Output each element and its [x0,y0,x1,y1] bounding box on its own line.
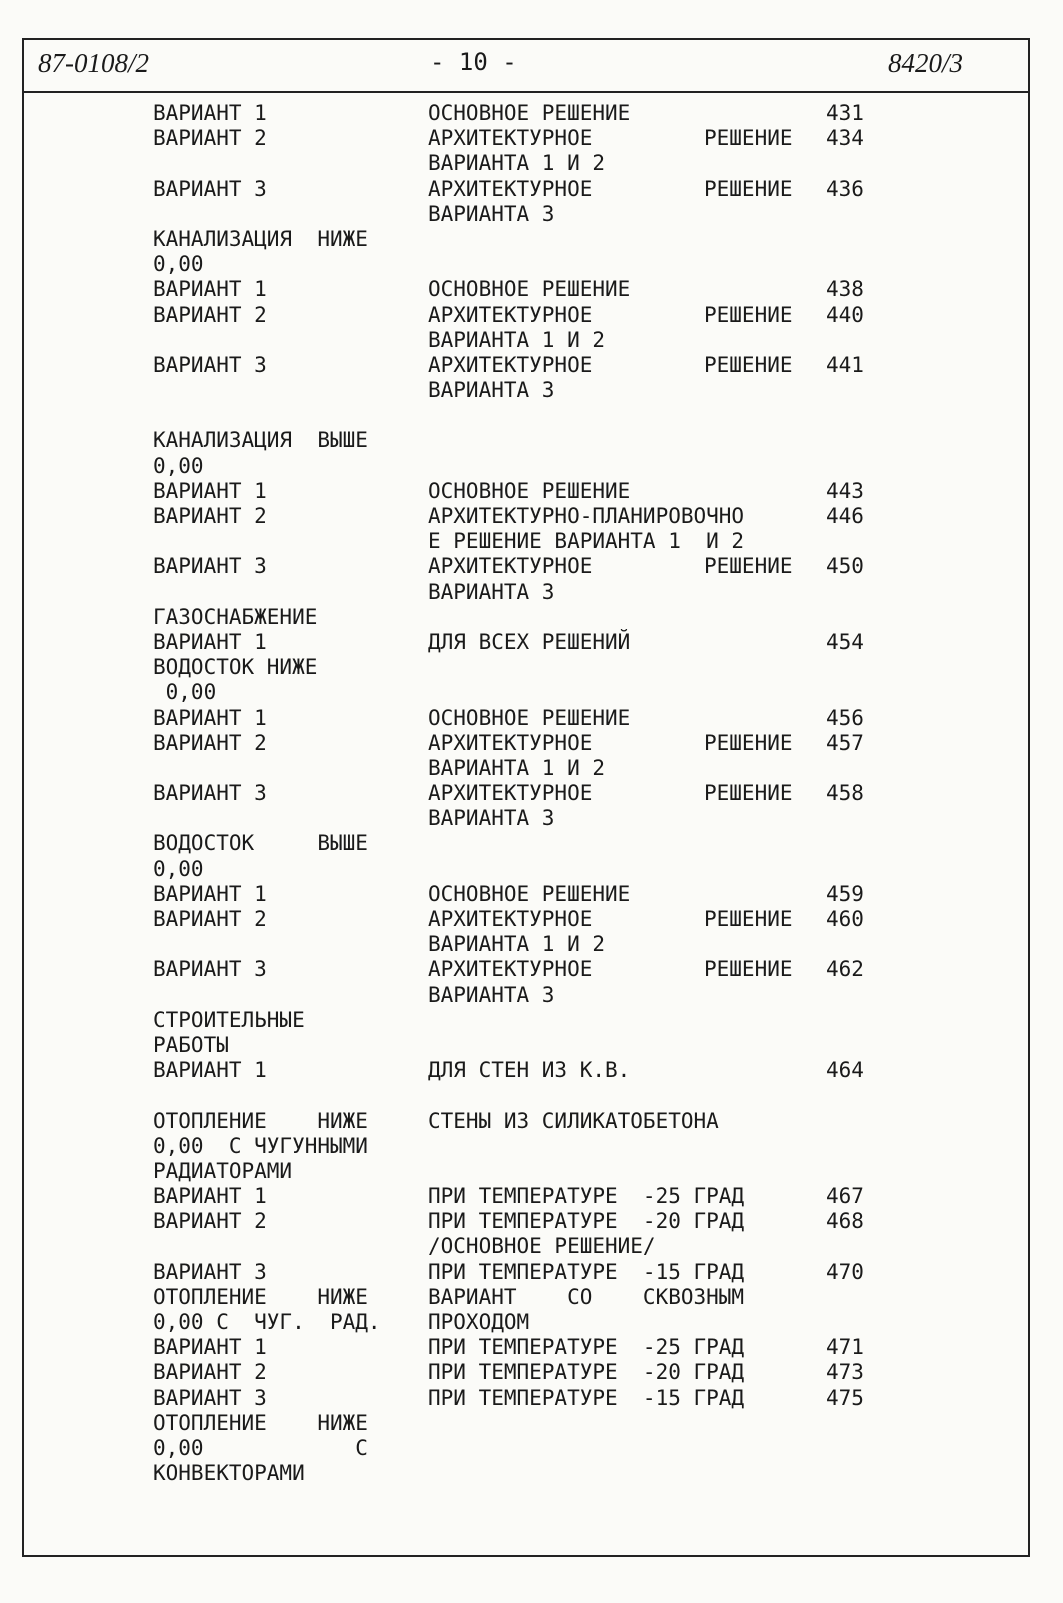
table-row [0,781,1063,806]
description: ОСНОВНОЕ РЕШЕНИЕ [428,101,631,125]
table-row [0,1360,1063,1385]
section-label: РАДИАТОРАМИ [153,1158,293,1183]
page-ref: 470 [826,1259,864,1284]
section-label: 0,00 С ЧУГУННЫМИ [153,1133,368,1158]
description: ДЛЯ ВСЕХ РЕШЕНИЙ [428,629,631,654]
description: ВАРИАНТА 3 [428,378,555,403]
description: ВАРИАНТ СО СКВОЗНЫМ [428,1284,745,1309]
description: ВАРИАНТА 3 [428,579,555,604]
page-ref: 431 [826,101,864,125]
table-row [0,479,1063,504]
section-label: ВАРИАНТ 2 [153,730,267,755]
table-row [0,1134,1063,1159]
table-row [0,1159,1063,1184]
table-row [0,1058,1063,1083]
table-row [0,806,1063,831]
page-ref: 458 [826,781,864,806]
archive-number: 8420/3 [888,48,964,78]
description: ОСНОВНОЕ РЕШЕНИЕ [428,705,631,730]
section-label: ГАЗОСНАБЖЕНИЕ [153,604,318,629]
description: АРХИТЕКТУРНОЕ [428,730,593,755]
description: ВАРИАНТА 1 И 2 [428,151,606,176]
header-divider [22,91,1030,93]
table-row [0,529,1063,554]
section-label: ВАРИАНТ 2 [153,1209,267,1234]
section-label: КАНАЛИЗАЦИЯ ВЫШЕ [153,428,368,453]
table-row [0,1008,1063,1033]
table-row [0,277,1063,302]
description-cont: РЕШЕНИЕ [704,126,793,151]
description: АРХИТЕКТУРНОЕ [428,176,593,201]
description-cont: РЕШЕНИЕ [704,957,793,982]
table-row [0,126,1063,151]
description: АРХИТЕКТУРНО-ПЛАНИРОВОЧНО [428,504,745,528]
description: ПРИ ТЕМПЕРАТУРЕ -15 ГРАД [428,1259,745,1284]
table-row [0,1209,1063,1234]
section-label: ВАРИАНТ 3 [153,1385,267,1410]
section-label: ВАРИАНТ 1 [153,881,267,906]
page-ref: 456 [826,705,864,730]
table-row [0,227,1063,252]
description: ОСНОВНОЕ РЕШЕНИЕ [428,881,631,906]
section-label: ОТОПЛЕНИЕ НИЖЕ [153,1410,368,1435]
table-row [0,983,1063,1008]
table-row [0,1436,1063,1461]
document-body [0,101,1063,1486]
description-cont: РЕШЕНИЕ [704,554,793,579]
description: ВАРИАНТА 3 [428,806,555,831]
description-cont: РЕШЕНИЕ [704,176,793,201]
description: ВАРИАНТА 3 [428,982,555,1007]
section-label: 0,00 [153,252,204,277]
table-row [0,1335,1063,1360]
section-label: ВАРИАНТ 1 [153,478,267,503]
page-ref: 464 [826,1058,864,1083]
description: ПРИ ТЕМПЕРАТУРЕ -25 ГРАД [428,1335,745,1360]
table-row [0,932,1063,957]
section-label: КАНАЛИЗАЦИЯ НИЖЕ [153,226,368,251]
description: ОСНОВНОЕ РЕШЕНИЕ [428,277,631,302]
page-ref: 441 [826,352,864,377]
table-row [0,731,1063,756]
description: ПРИ ТЕМПЕРАТУРЕ -20 ГРАД [428,1360,745,1385]
section-label: ВАРИАНТ 3 [153,781,267,806]
page-ref: 473 [826,1360,864,1385]
table-row [0,454,1063,479]
section-label: ВАРИАНТ 1 [153,629,267,654]
page-ref: 471 [826,1335,864,1360]
section-label: ВАРИАНТ 1 [153,705,267,730]
section-label: 0,00 [153,856,204,881]
page-ref: 443 [826,478,864,503]
section-label: ОТОПЛЕНИЕ НИЖЕ [153,1284,368,1309]
table-row [0,680,1063,705]
table-row [0,101,1063,126]
table-row [0,655,1063,680]
page-ref: 434 [826,126,864,151]
description: СТЕНЫ ИЗ СИЛИКАТОБЕТОНА [428,1108,719,1133]
section-label: ВАРИАНТ 3 [153,176,267,201]
table-row [0,1285,1063,1310]
section-label: ВАРИАНТ 1 [153,1335,267,1360]
table-row [0,907,1063,932]
section-label: ВОДОСТОК НИЖЕ [153,655,318,680]
table-row [0,1109,1063,1134]
description-cont: РЕШЕНИЕ [704,907,793,931]
section-label: ВАРИАНТ 3 [153,352,267,377]
table-row [0,554,1063,579]
table-row [0,1411,1063,1436]
page-number: - 10 - [430,48,517,76]
section-label: 0,00 С [153,1435,368,1460]
description: ПРИ ТЕМПЕРАТУРЕ -15 ГРАД [428,1385,745,1410]
document-code: 87-0108/2 [38,48,149,78]
page-ref: 475 [826,1385,864,1410]
description: АРХИТЕКТУРНОЕ [428,957,593,982]
table-row [0,605,1063,630]
table-row [0,151,1063,176]
description: ВАРИАНТА 3 [428,201,555,226]
description: ДЛЯ СТЕН ИЗ К.В. [428,1058,631,1083]
table-row [0,756,1063,781]
section-label: ВАРИАНТ 2 [153,1360,267,1385]
table-row [0,378,1063,403]
description: АРХИТЕКТУРНОЕ [428,126,593,151]
page-ref: 450 [826,554,864,579]
page-ref: 440 [826,302,864,327]
description: ВАРИАНТА 1 И 2 [428,327,606,352]
table-row [0,1386,1063,1411]
section-label: ВАРИАНТ 1 [153,101,267,125]
description: ОСНОВНОЕ РЕШЕНИЕ [428,478,631,503]
page-ref: 454 [826,629,864,654]
section-label: СТРОИТЕЛЬНЫЕ [153,1007,305,1032]
table-row [0,202,1063,227]
description-cont: РЕШЕНИЕ [704,352,793,377]
section-label: 0,00 [153,453,204,478]
description-cont: РЕШЕНИЕ [704,302,793,327]
table-row [0,1461,1063,1486]
table-row [0,1033,1063,1058]
section-label: ВАРИАНТ 2 [153,126,267,151]
description: АРХИТЕКТУРНОЕ [428,554,593,579]
section-label: ВАРИАНТ 1 [153,277,267,302]
page-ref: 468 [826,1209,864,1234]
table-row [0,1234,1063,1259]
page-ref: 446 [826,504,864,528]
section-label: КОНВЕКТОРАМИ [153,1461,305,1486]
section-label: 0,00 С ЧУГ. РАД. [153,1310,381,1334]
description: АРХИТЕКТУРНОЕ [428,302,593,327]
section-label: ВАРИАНТ 3 [153,957,267,982]
description-cont: РЕШЕНИЕ [704,730,793,755]
table-row [0,353,1063,378]
description: Е РЕШЕНИЕ ВАРИАНТА 1 И 2 [428,529,745,554]
section-label: ВАРИАНТ 2 [153,504,267,528]
table-row [0,630,1063,655]
table-row [0,957,1063,982]
table-row [0,428,1063,453]
blank-line [0,1083,1063,1108]
description: АРХИТЕКТУРНОЕ [428,352,593,377]
description: ВАРИАНТА 1 И 2 [428,932,606,957]
table-row [0,177,1063,202]
table-row [0,580,1063,605]
description: ВАРИАНТА 1 И 2 [428,755,606,780]
description: ПРОХОДОМ [428,1310,530,1334]
table-row [0,857,1063,882]
section-label: ВАРИАНТ 2 [153,907,267,931]
table-row [0,303,1063,328]
section-label: ВАРИАНТ 1 [153,1058,267,1083]
table-row [0,831,1063,856]
table-row [0,504,1063,529]
page-ref: 467 [826,1184,864,1209]
page-ref: 460 [826,907,864,931]
description: АРХИТЕКТУРНОЕ [428,907,593,931]
blank-line [0,403,1063,428]
table-row [0,252,1063,277]
section-label: ОТОПЛЕНИЕ НИЖЕ [153,1108,368,1133]
table-row [0,1310,1063,1335]
section-label: ВАРИАНТ 1 [153,1184,267,1209]
description: ПРИ ТЕМПЕРАТУРЕ -20 ГРАД [428,1209,745,1234]
section-label: ВОДОСТОК ВЫШЕ [153,831,368,856]
description: АРХИТЕКТУРНОЕ [428,781,593,806]
table-row [0,1184,1063,1209]
description: ПРИ ТЕМПЕРАТУРЕ -25 ГРАД [428,1184,745,1209]
description-cont: РЕШЕНИЕ [704,781,793,806]
page-ref: 436 [826,176,864,201]
table-row [0,328,1063,353]
page-ref: 459 [826,881,864,906]
table-row [0,1260,1063,1285]
table-row [0,882,1063,907]
section-label: ВАРИАНТ 2 [153,302,267,327]
section-label: 0,00 [153,680,217,705]
page-ref: 462 [826,957,864,982]
section-label: ВАРИАНТ 3 [153,1259,267,1284]
section-label: ВАРИАНТ 3 [153,554,267,579]
page-ref: 457 [826,730,864,755]
description: /ОСНОВНОЕ РЕШЕНИЕ/ [428,1234,656,1259]
page-ref: 438 [826,277,864,302]
table-row [0,706,1063,731]
section-label: РАБОТЫ [153,1032,229,1057]
